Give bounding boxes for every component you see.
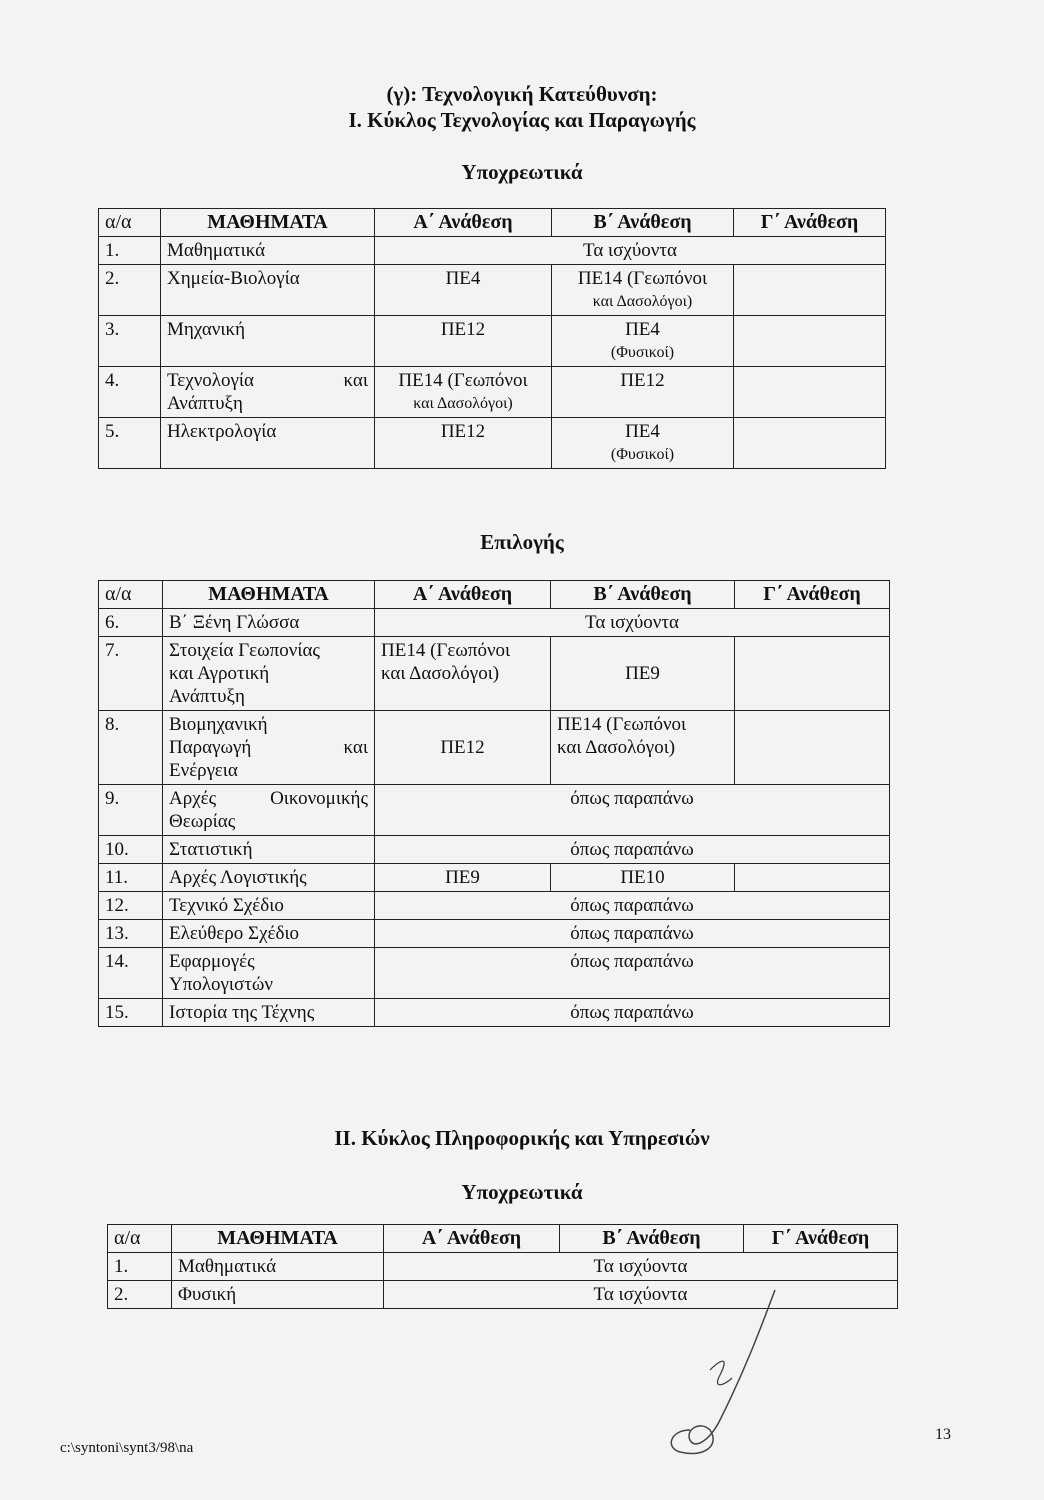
heading-mandatory-2: Υποχρεωτικά [461, 1180, 583, 1204]
table-row: 12. Τεχνικό Σχέδιο όπως παραπάνω [99, 892, 890, 920]
heading-direction: (γ): Τεχνολογική Κατεύθυνση: [386, 82, 658, 106]
heading-elective: Επιλογής [480, 530, 564, 554]
col-header-assign-c: Γ΄ Ανάθεση [734, 209, 886, 237]
table-row: 1. Μαθηματικά Τα ισχύοντα [99, 237, 886, 265]
table-row: 6. Β΄ Ξένη Γλώσσα Τα ισχύοντα [99, 609, 890, 637]
table-row: 11. Αρχές Λογιστικής ΠΕ9 ΠΕ10 [99, 864, 890, 892]
table-row: 15. Ιστορία της Τέχνης όπως παραπάνω [99, 999, 890, 1027]
table-header-row [99, 209, 886, 237]
col-header-assign-a: Α΄ Ανάθεση [375, 209, 552, 237]
table-row: 14. Εφαρμογές Υπολογιστών όπως παραπάνω [99, 948, 890, 999]
table-row: 4. Τεχνολογία και Ανάπτυξη ΠΕ14 (Γεωπόνοι και Δασολόγοι) ΠΕ12 [99, 367, 886, 418]
table-row: 7. Στοιχεία Γεωπονίας και Αγροτική Ανάπτυξη ΠΕ14 (Γεωπόνοι και Δασολόγοι) ΠΕ9 [99, 637, 890, 711]
table-row: 2. Φυσική Τα ισχύοντα [108, 1281, 898, 1309]
table-header-row: α/α ΜΑΘΗΜΑΤΑ Α΄ Ανάθεση Β΄ Ανάθεση Γ΄ Ανάθεση [99, 581, 890, 609]
table-header-row: α/α ΜΑΘΗΜΑΤΑ Α΄ Ανάθεση Β΄ Ανάθεση Γ΄ Ανάθεση [108, 1225, 898, 1253]
table-row: 10. Στατιστική όπως παραπάνω [99, 836, 890, 864]
col-header-assign-b: Β΄ Ανάθεση [552, 209, 734, 237]
table-row: 8. Βιομηχανική Παραγωγή και Ενέργεια ΠΕ12 ΠΕ14 (Γεωπόνοι και Δασολόγοι) [99, 711, 890, 785]
table-row: 5. Ηλεκτρολογία ΠΕ12 ΠΕ4 (Φυσικοί) [99, 418, 886, 469]
table-row: 2. Χημεία-Βιολογία ΠΕ4 ΠΕ14 (Γεωπόνοι και Δασολόγοι) [99, 265, 886, 316]
col-header-courses: ΜΑΘΗΜΑΤΑ [161, 209, 375, 237]
file-path: c:\syntoni\synt3/98\na [60, 1440, 194, 1456]
elective-courses-table [98, 580, 890, 1027]
heading-cycle-2: ΙΙ. Κύκλος Πληροφορικής και Υπηρεσιών [334, 1126, 710, 1150]
heading-cycle-1: Ι. Κύκλος Τεχνολογίας και Παραγωγής [348, 108, 696, 132]
signature [650, 1280, 790, 1460]
col-header-aa: α/α [99, 209, 161, 237]
table-row: 1. Μαθηματικά Τα ισχύοντα [108, 1253, 898, 1281]
table-row: 9. Αρχές Οικονομικής Θεωρίας όπως παραπάνω [99, 785, 890, 836]
mandatory-courses-table [98, 208, 886, 469]
table-row: 3. Μηχανική ΠΕ12 ΠΕ4 (Φυσικοί) [99, 316, 886, 367]
heading-mandatory-1: Υποχρεωτικά [461, 160, 583, 184]
table-row: 13. Ελεύθερο Σχέδιο όπως παραπάνω [99, 920, 890, 948]
page-number: 13 [935, 1426, 951, 1443]
